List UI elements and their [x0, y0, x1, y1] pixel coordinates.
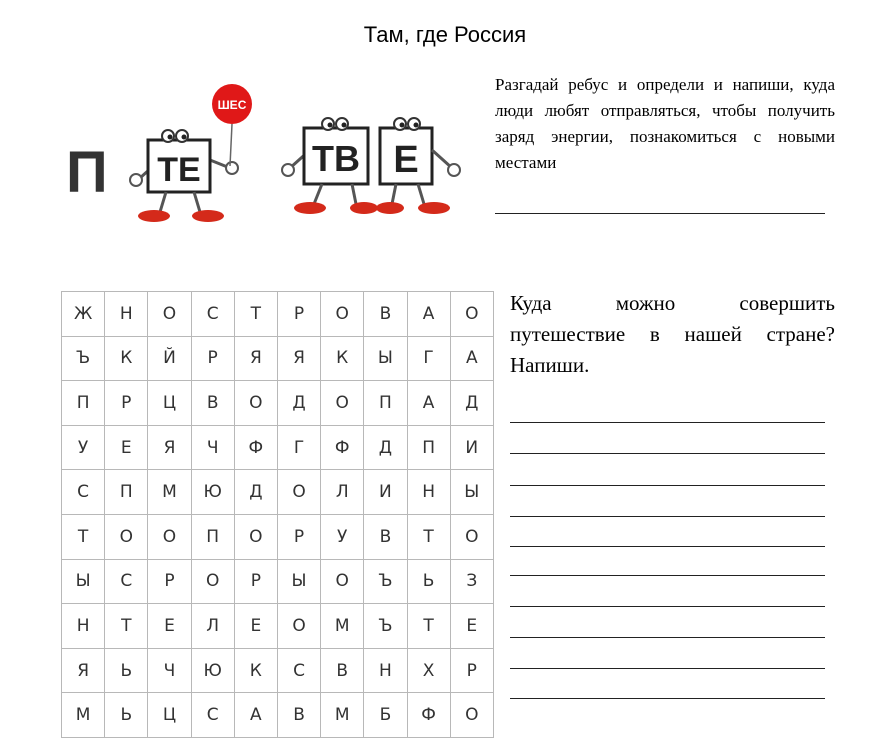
- grid-cell: О: [451, 515, 494, 560]
- grid-cell: О: [278, 470, 321, 515]
- grid-cell: Ъ: [364, 560, 407, 605]
- answer-line-8: [510, 637, 825, 638]
- grid-cell: Г: [408, 337, 451, 382]
- grid-cell: Я: [278, 337, 321, 382]
- grid-cell: Ц: [148, 693, 191, 738]
- grid-cell: О: [105, 515, 148, 560]
- rebus-sign-3: Е: [393, 139, 419, 181]
- grid-cell: Ъ: [364, 604, 407, 649]
- grid-cell: Ы: [62, 560, 105, 605]
- grid-cell: Ч: [192, 426, 235, 471]
- grid-cell: Р: [192, 337, 235, 382]
- grid-cell: Т: [408, 604, 451, 649]
- grid-cell: С: [192, 292, 235, 337]
- answer-line-5: [510, 546, 825, 547]
- grid-cell: В: [278, 693, 321, 738]
- grid-cell: П: [364, 381, 407, 426]
- grid-cell: Ж: [62, 292, 105, 337]
- task2-text: Куда можно совершить путешествие в нашей стране? Напиши.: [510, 291, 835, 377]
- grid-cell: Ч: [148, 649, 191, 694]
- grid-cell: О: [235, 515, 278, 560]
- grid-cell: К: [321, 337, 364, 382]
- grid-cell: В: [321, 649, 364, 694]
- grid-cell: Д: [451, 381, 494, 426]
- grid-cell: М: [321, 693, 364, 738]
- grid-cell: З: [451, 560, 494, 605]
- rebus-balloon: [212, 84, 252, 166]
- task1-answer-line: [495, 213, 825, 214]
- rebus-character-1: [130, 130, 238, 222]
- grid-cell: А: [235, 693, 278, 738]
- grid-cell: О: [451, 292, 494, 337]
- grid-cell: Т: [62, 515, 105, 560]
- grid-cell: О: [148, 292, 191, 337]
- answer-line-9: [510, 668, 825, 669]
- grid-cell: У: [62, 426, 105, 471]
- rebus-image: [60, 80, 480, 250]
- grid-cell: Р: [105, 381, 148, 426]
- grid-cell: Ф: [235, 426, 278, 471]
- grid-cell: М: [321, 604, 364, 649]
- answer-line-3: [510, 485, 825, 486]
- grid-cell: У: [321, 515, 364, 560]
- grid-cell: Н: [408, 470, 451, 515]
- grid-cell: Р: [278, 292, 321, 337]
- grid-cell: О: [451, 693, 494, 738]
- word-search-grid: [61, 291, 494, 738]
- grid-cell: Й: [148, 337, 191, 382]
- grid-cell: Ф: [408, 693, 451, 738]
- grid-cell: Ю: [192, 649, 235, 694]
- rebus-letter: П: [66, 140, 108, 205]
- answer-line-7: [510, 606, 825, 607]
- answer-line-1: [510, 422, 825, 423]
- grid-cell: Д: [278, 381, 321, 426]
- grid-cell: К: [105, 337, 148, 382]
- grid-cell: М: [62, 693, 105, 738]
- grid-cell: О: [321, 381, 364, 426]
- grid-cell: Е: [451, 604, 494, 649]
- rebus-sign-2: ТВ: [312, 138, 360, 179]
- grid-cell: М: [148, 470, 191, 515]
- grid-cell: Р: [451, 649, 494, 694]
- grid-cell: О: [321, 292, 364, 337]
- page-title: Там, где Россия: [363, 22, 527, 47]
- grid-cell: Я: [62, 649, 105, 694]
- grid-cell: Ь: [105, 649, 148, 694]
- grid-cell: В: [192, 381, 235, 426]
- grid-cell: Я: [235, 337, 278, 382]
- grid-cell: Д: [364, 426, 407, 471]
- grid-cell: О: [321, 560, 364, 605]
- grid-cell: О: [192, 560, 235, 605]
- grid-cell: Е: [105, 426, 148, 471]
- grid-cell: Б: [364, 693, 407, 738]
- grid-cell: Н: [105, 292, 148, 337]
- grid-cell: Ъ: [62, 337, 105, 382]
- grid-cell: Е: [148, 604, 191, 649]
- grid-cell: Р: [235, 560, 278, 605]
- grid-cell: П: [408, 426, 451, 471]
- grid-cell: Т: [105, 604, 148, 649]
- rebus-balloon-text: ШЕС: [217, 98, 247, 112]
- grid-cell: Х: [408, 649, 451, 694]
- grid-cell: Т: [235, 292, 278, 337]
- grid-cell: Ь: [105, 693, 148, 738]
- grid-cell: Е: [235, 604, 278, 649]
- grid-cell: А: [408, 381, 451, 426]
- grid-cell: Ц: [148, 381, 191, 426]
- grid-cell: П: [105, 470, 148, 515]
- grid-cell: С: [278, 649, 321, 694]
- task1-text: Разгадай ребус и определи и напиши, куда люди любят отправляться, чтобы получить заряд энергии, познакомиться с новыми местами: [495, 75, 835, 172]
- rebus-sign-1: ТЕ: [157, 151, 201, 189]
- grid-cell: А: [451, 337, 494, 382]
- grid-cell: С: [62, 470, 105, 515]
- grid-cell: Н: [364, 649, 407, 694]
- grid-cell: А: [408, 292, 451, 337]
- grid-cell: Я: [148, 426, 191, 471]
- grid-cell: О: [278, 604, 321, 649]
- grid-cell: Ы: [451, 470, 494, 515]
- grid-cell: Н: [62, 604, 105, 649]
- grid-cell: Ы: [278, 560, 321, 605]
- grid-cell: В: [364, 292, 407, 337]
- grid-cell: Ь: [408, 560, 451, 605]
- grid-cell: К: [235, 649, 278, 694]
- grid-cell: И: [451, 426, 494, 471]
- grid-cell: В: [364, 515, 407, 560]
- rebus-character-2: [282, 118, 378, 214]
- grid-cell: О: [148, 515, 191, 560]
- grid-cell: О: [235, 381, 278, 426]
- grid-cell: Д: [235, 470, 278, 515]
- grid-cell: Ф: [321, 426, 364, 471]
- answer-line-10: [510, 698, 825, 699]
- grid-cell: С: [192, 693, 235, 738]
- grid-cell: Г: [278, 426, 321, 471]
- grid-cell: Р: [278, 515, 321, 560]
- rebus-character-3: [376, 118, 460, 214]
- grid-cell: С: [105, 560, 148, 605]
- answer-line-2: [510, 453, 825, 454]
- grid-cell: П: [62, 381, 105, 426]
- grid-cell: Р: [148, 560, 191, 605]
- answer-line-4: [510, 516, 825, 517]
- grid-cell: Т: [408, 515, 451, 560]
- answer-line-6: [510, 575, 825, 576]
- grid-cell: И: [364, 470, 407, 515]
- grid-cell: Ю: [192, 470, 235, 515]
- grid-cell: Ы: [364, 337, 407, 382]
- grid-cell: Л: [192, 604, 235, 649]
- grid-cell: Л: [321, 470, 364, 515]
- grid-cell: П: [192, 515, 235, 560]
